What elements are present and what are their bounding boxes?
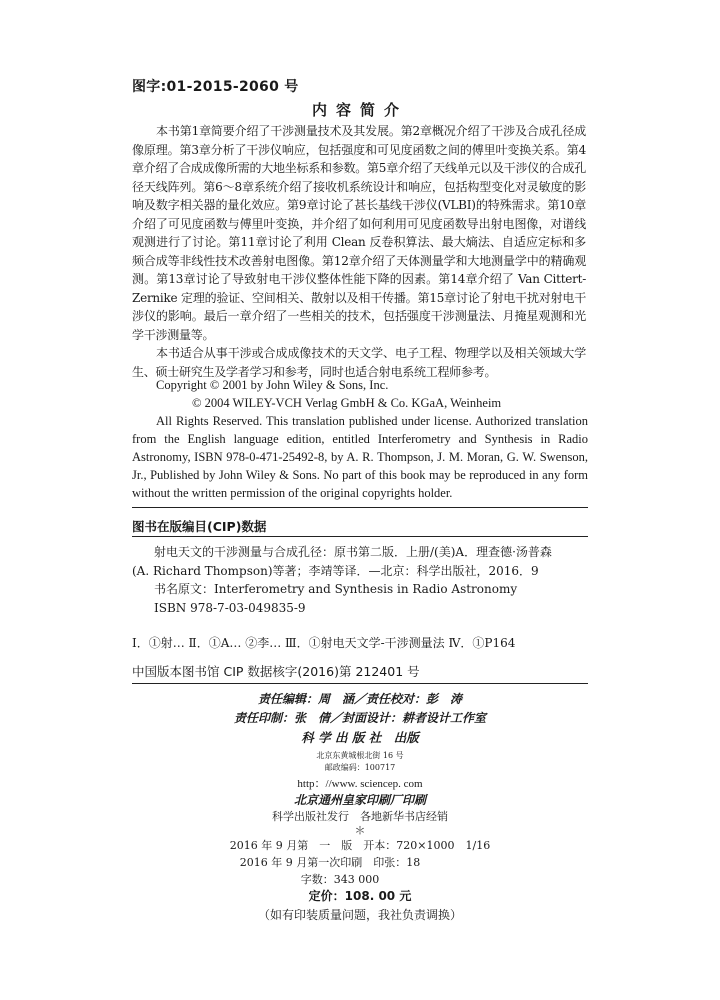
cip-heading: 图书在版编目(CIP)数据 bbox=[132, 519, 267, 534]
printer: 北京通州皇家印刷厂印刷 bbox=[293, 793, 426, 807]
divider bbox=[132, 683, 588, 684]
summary-text bbox=[132, 122, 586, 381]
copyright-notice: All Rights Reserved. This translation published under license. Authorized translation from the English language edition, entitled Interferometry and Synthesis in Radio Astronomy, ISBN 978-0-471-25492-8, by A. R. Thompson, J. M. Moran, G. W. Swenson, Jr., Published by John Wiley & Sons. No part of this book may be reproduced in any form without the written permission of the original copyrights holder. bbox=[132, 414, 588, 500]
cip-line: 射电天文的干涉测量与合成孔径：原书第二版．上册/(美)A．理查德·汤普森 bbox=[154, 545, 552, 559]
cip-original-title: 书名原文：Interferometry and Synthesis in Radio Astronomy bbox=[154, 582, 518, 596]
publisher: 科 学 出 版 社 出版 bbox=[301, 730, 419, 745]
star-separator: ＊ bbox=[354, 824, 366, 837]
website: http：//www. sciencep. com bbox=[297, 778, 423, 790]
word-count: 字数：343 000 bbox=[300, 873, 380, 886]
summary-title: 内容简介 bbox=[311, 101, 408, 119]
postcode: 邮政编码：100717 bbox=[324, 763, 396, 772]
copyright-line: Copyright © 2001 by John Wiley & Sons, Inc. bbox=[156, 378, 389, 392]
registration-number: 图字:01-2015-2060 号 bbox=[132, 79, 299, 95]
cip-line: (A. Richard Thompson)等著；李靖等译．—北京：科学出版社，2016．9 bbox=[132, 563, 539, 578]
copyright-line: © 2004 WILEY-VCH Verlag GmbH & Co. KGaA, Weinheim bbox=[192, 396, 502, 410]
copyright-block bbox=[132, 376, 588, 502]
cip-number: 中国版本图书馆 CIP 数据核字(2016)第 212401 号 bbox=[132, 664, 420, 679]
price: 定价：108. 00 元 bbox=[308, 889, 412, 903]
cip-isbn: ISBN 978-7-03-049835-9 bbox=[154, 600, 306, 615]
editor-credits: 责任编辑：周 涵／责任校对：彭 涛 bbox=[257, 692, 462, 706]
publisher-address: 北京东黄城根北街 16 号 bbox=[316, 751, 404, 760]
cip-classification: Ⅰ．①射… Ⅱ．①A… ②李… Ⅲ．①射电天文学-干涉测量法 Ⅳ．①P164 bbox=[132, 636, 516, 650]
summary-paragraph: 本书第1章简要介绍了干涉测量技术及其发展。第2章概况介绍了干涉及合成孔径成像原理。第3章分析了干涉仪响应，包括强度和可见度函数之间的傅里叶变换关系。第4章介绍了合成成像所需的大地坐标系和参数。第5章介绍了天线单元以及干涉仪的合成孔径天线阵列。第6～8章系统介绍了接收机系统设计和响应，包括构型变化对灵敏度的影响及数字相关器的量化效应。第9章讨论了甚长基线干涉仪(VLBI)的特殊需求。第10章介绍了可见度函数与傅里叶变换，并介绍了如何利用可见度函数导出射电图像，对谱线观测进行了讨论。第11章讨论了利用 Clean 反卷积算法、最大熵法、自适应定标和多频合成等非线性技术改善射电图像。第12章介绍了天体测量学和大地测量学中的精确观测。第13章讨论了导致射电干涉仪整体性能下降的因素。第14章介绍了 Van Cittert-Zernike 定理的验证、空间相关、散射以及相干传播。第15章讨论了射电干扰对射电干涉仪的影响。最后一章介绍了一些相关的技术，包括强度干涉测量法、月掩星观测和光学干涉测量等。 bbox=[132, 124, 586, 342]
impression-info: 2016 年 9 月第一次印刷 印张：18 bbox=[239, 856, 421, 869]
divider bbox=[132, 507, 588, 508]
printing-credits: 责任印制：张 倩／封面设计：耕者设计工作室 bbox=[233, 711, 486, 725]
edition-info: 2016 年 9 月第 一 版 开本：720×1000 1/16 bbox=[229, 839, 491, 852]
cip-record bbox=[132, 543, 592, 617]
summary-paragraph: 本书适合从事干涉或合成成像技术的天文学、电子工程、物理学以及相关领域大学生、硕士研究生及学者学习和参考，同时也适合射电系统工程师参考。 bbox=[132, 346, 586, 379]
divider bbox=[132, 536, 588, 537]
distribution: 科学出版社发行 各地新华书店经销 bbox=[272, 810, 448, 823]
quality-notice: （如有印装质量问题，我社负责调换） bbox=[257, 908, 462, 922]
